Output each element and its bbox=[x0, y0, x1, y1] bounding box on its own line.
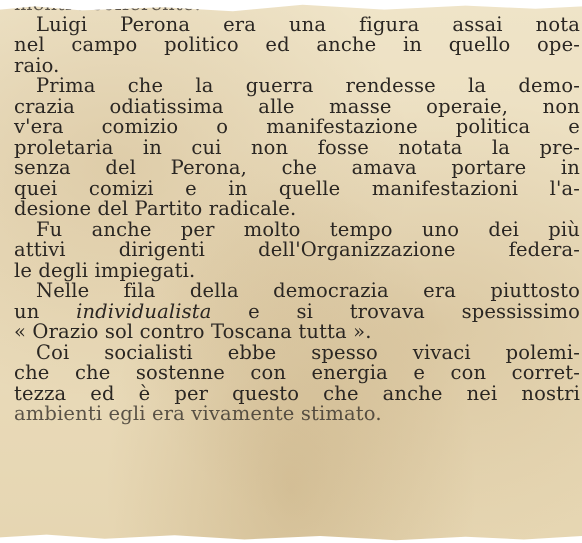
article-line: ambienti egli era vivamente stimato. bbox=[14, 402, 382, 425]
torn-edge-bottom bbox=[0, 529, 582, 543]
article-line: che che sostenne con energia e con corret- bbox=[14, 361, 580, 384]
article-text bbox=[14, 0, 580, 425]
article-text-fragment: un bbox=[14, 299, 77, 323]
article-line: raio. bbox=[14, 53, 60, 77]
article-line: tezza ed è per questo che anche nei nostri bbox=[14, 381, 580, 405]
article-line: attivi dirigenti dell'Organizzazione federa- bbox=[14, 238, 580, 261]
article-line bbox=[14, 299, 580, 323]
article-line: le degli impiegati. bbox=[14, 258, 196, 282]
article-line: Coi socialisti ebbe spesso vivaci polemi- bbox=[36, 340, 580, 364]
article-line: proletaria in cui non fosse notata la pre- bbox=[14, 135, 580, 159]
article-line: Luigi Perona era una figura assai nota bbox=[36, 12, 580, 36]
article-line: Prima che la guerra rendesse la demo- bbox=[36, 74, 580, 97]
article-line: v'era comizio o manifestazione politica e bbox=[14, 115, 580, 138]
article-line: senza del Perona, che amava portare in bbox=[14, 156, 580, 179]
article-line: quei comizi e in quelle manifestazioni l'a- bbox=[14, 176, 580, 200]
article-line: Fu anche per molto tempo uno dei più bbox=[36, 217, 580, 241]
article-line: desione del Partito radicale. bbox=[14, 197, 297, 220]
italic-word: individualista bbox=[76, 299, 212, 323]
article-line: Nelle fila della democrazia era piuttosto bbox=[36, 279, 580, 302]
article-line: « Orazio sol contro Toscana tutta ». bbox=[14, 320, 372, 343]
article-line: nel campo politico ed anche in quello ope- bbox=[14, 33, 580, 56]
article-text-fragment: e si trovava spessissimo bbox=[211, 299, 580, 323]
article-line: crazia odiatissima alle masse operaie, non bbox=[14, 94, 580, 118]
